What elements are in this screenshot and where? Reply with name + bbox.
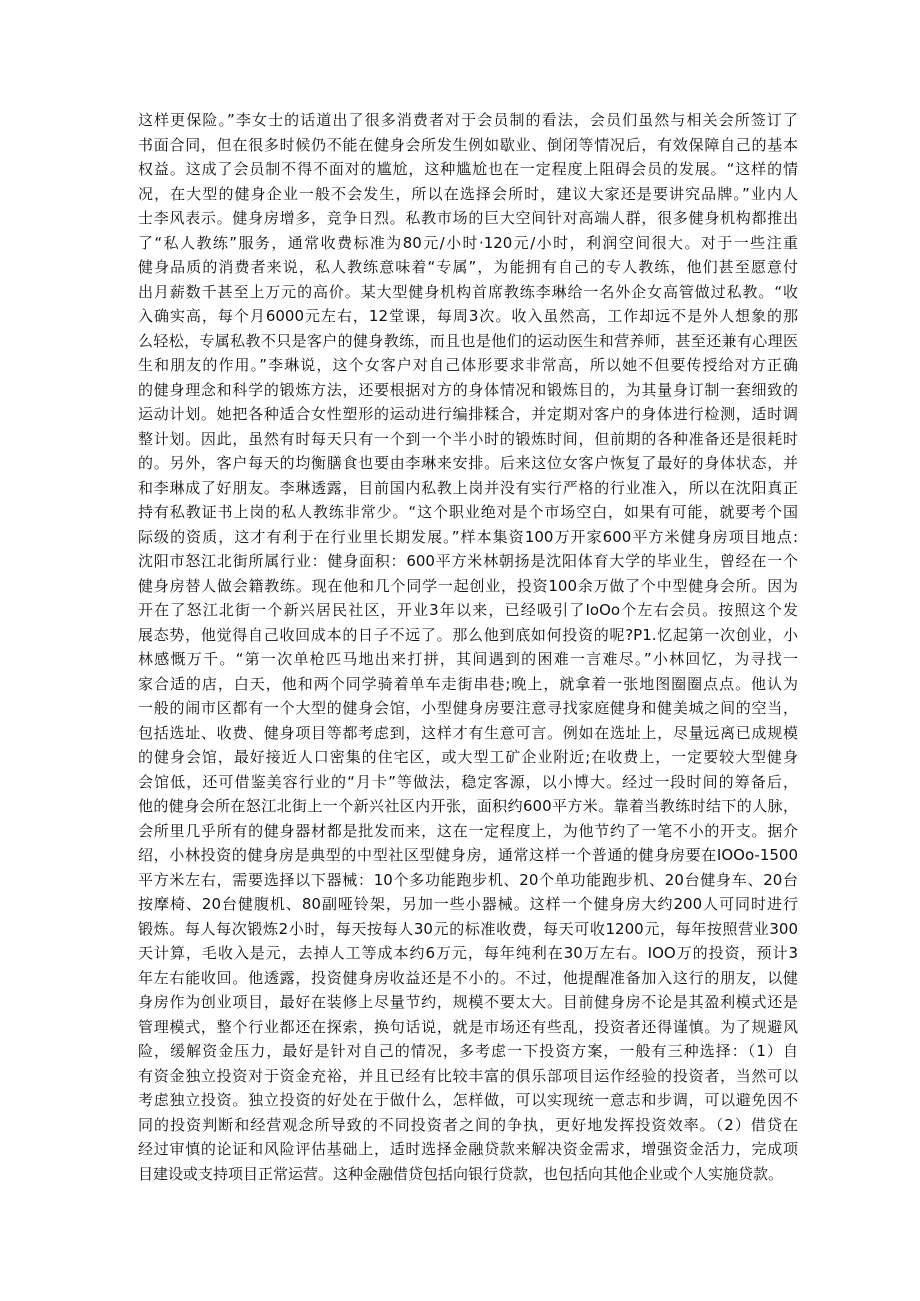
text-line: 入确实高，每个月6000元左右，12堂课，每周3次。收入虽然高，工作却远不是外人想象的那 xyxy=(138,307,798,325)
text-line: 目建设或支持项目正常运营。这种金融借贷包括向银行贷款，也包括向其他企业或个人实施贷款。 xyxy=(138,1164,784,1183)
text-line: 运动计划。她把各种适合女性塑形的运动进行编排糅合，并定期对客户的身体进行检测，适时调 xyxy=(138,405,798,423)
text-line: 开在了怒江北街一个新兴居民社区，开业3年以来，已经吸引了IoOo个左右会员。按照这个发 xyxy=(138,601,798,619)
text-line: 险，缓解资金压力，最好是针对自己的情况，多考虑一下投资方案，一般有三种选择：（1）自 xyxy=(138,1042,798,1060)
text-line: 林感慨万千。“第一次单枪匹马地出来打拼，其间遇到的困难一言难尽。”小林回忆，为寻找一 xyxy=(138,650,798,668)
text-line: 他的健身会所在怒江北街上一个新兴社区内开张，面积约600平方米。靠着当教练时结下的人脉， xyxy=(138,797,798,815)
text-line: 天计算，毛收入是元，去掉人工等成本约6万元，每年纯利在30万左右。IOO万的投资，预计3 xyxy=(138,944,798,962)
text-line: 生和朋友的作用。”李琳说，这个女客户对自己体形要求非常高，所以她不但要传授给对方正确 xyxy=(138,356,798,374)
text-line: 身房作为创业项目，最好在装修上尽量节约，规模不要太大。目前健身房不论是其盈利模式还是 xyxy=(138,993,798,1011)
text-line: 整计划。因此，虽然有时每天只有一个到一个半小时的锻炼时间，但前期的各种准备还是很耗时 xyxy=(138,429,798,448)
text-line: 有资金独立投资对于资金充裕，并且已经有比较丰富的俱乐部项目运作经验的投资者，当然可以 xyxy=(138,1066,798,1085)
text-line: 管理模式，整个行业都还在探索，换句话说，就是市场还有些乱，投资者还得谨慎。为了规避风 xyxy=(138,1017,798,1036)
text-line: 了“私人教练”服务，通常收费标准为80元/小时·120元/小时，利润空间很大。对于一些注重 xyxy=(138,233,798,252)
text-line: 士李风表示。健身房增多，竞争日烈。私教市场的巨大空间针对高端人群，很多健身机构都推出 xyxy=(138,209,798,227)
text-line: 家合适的店，白天，他和两个同学骑着单车走街串巷;晚上，就拿着一张地图圈圈点点。他认为 xyxy=(138,674,798,693)
text-line: 包括选址、收费、健身项目等都考虑到，这样才有生意可言。例如在选址上，尽量远离已成规模 xyxy=(138,723,798,742)
text-line: 的健身理念和科学的锻炼方法，还要根据对方的身体情况和锻炼目的，为其量身订制一套细致的 xyxy=(138,380,798,399)
text-line: 沈阳市怒江北街所属行业：健身面积：600平方米林朝扬是沈阳体育大学的毕业生，曾经在一个 xyxy=(138,552,798,570)
text-line: 绍，小林投资的健身房是典型的中型社区型健身房，通常这样一个普通的健身房要在IOOo-1500 xyxy=(138,846,798,864)
text-line: 健身品质的消费者来说，私人教练意味着“专属”，为能拥有自己的专人教练，他们甚至愿意付 xyxy=(138,258,798,276)
text-line: 出月薪数千甚至上万元的高价。某大型健身机构首席教练李琳给一名外企女高管做过私教。“收 xyxy=(138,282,798,301)
text-line: 持有私教证书上岗的私人教练非常少。“这个职业绝对是个市场空白，如果有可能，就要考个国 xyxy=(138,503,798,521)
text-line: 会馆低，还可借鉴美容行业的“月卡”等做法，稳定客源，以小博大。经过一段时间的筹备后， xyxy=(138,772,798,791)
text-line: 展态势，他觉得自己收回成本的日子不远了。那么他到底如何投资的呢?P1.忆起第一次创业，小 xyxy=(138,625,798,644)
text-line: 书面合同，但在很多时候仍不能在健身会所发生例如歇业、倒闭等情况后，有效保障自己的基本 xyxy=(138,135,798,154)
text-line: 考虑独立投资。独立投资的好处在于做什么，怎样做，可以实现统一意志和步调，可以避免因不 xyxy=(138,1091,798,1109)
text-line: 况，在大型的健身企业一般不会发生，所以在选择会所时，建议大家还是要讲究品牌。”业内人 xyxy=(138,184,798,203)
text-line: 这样更保险。”李女士的话道出了很多消费者对于会员制的看法，会员们虽然与相关会所签订了 xyxy=(138,111,798,129)
text-line: 经过审慎的论证和风险评估基础上，适时选择金融贷款来解决资金需求，增强资金活力，完成项 xyxy=(138,1140,798,1158)
text-line: 的。另外，客户每天的均衡膳食也要由李琳来安排。后来这位女客户恢复了最好的身体状态，并 xyxy=(138,454,798,472)
text-line: 的健身会馆，最好接近人口密集的住宅区，或大型工矿企业附近;在收费上，一定要较大型健身 xyxy=(138,748,798,766)
text-line: 么轻松，专属私教不只是客户的健身教练，而且也是他们的运动医生和营养师，甚至还兼有心理医 xyxy=(138,331,798,350)
text-line: 年左右能收回。他透露，投资健身房收益还是不小的。不过，他提醒准备加入这行的朋友，以健 xyxy=(138,968,798,987)
text-line: 同的投资判断和经营观念所导致的不同投资者之间的争执，更好地发挥投资效率。（2）借贷在 xyxy=(138,1115,798,1134)
text-line: 权益。这成了会员制不得不面对的尴尬，这种尴尬也在一定程度上阻碍会员的发展。“这样的情 xyxy=(138,160,798,178)
text-line: 会所里几乎所有的健身器材都是批发而来，这在一定程度上，为他节约了一笔不小的开支。据介 xyxy=(138,821,798,840)
body-text xyxy=(138,108,798,1186)
text-line: 按摩椅、20台健腹机、80副哑铃架，另加一些小器械。这样一个健身房大约200人可同时进行 xyxy=(138,895,798,913)
text-line: 一般的闹市区都有一个大型的健身会馆，小型健身房要注意寻找家庭健身和健美城之间的空当， xyxy=(138,699,798,717)
text-line: 平方米左右，需要选择以下器械：10个多功能跑步机、20个单功能跑步机、20台健身车、20台 xyxy=(138,870,798,889)
text-line: 健身房替人做会籍教练。现在他和几个同学一起创业，投资100余万做了个中型健身会所。因为 xyxy=(138,576,798,595)
text-line: 锻炼。每人每次锻炼2小时，每天按每人30元的标准收费，每天可收1200元，每年按照营业300 xyxy=(138,919,798,938)
text-line: 和李琳成了好朋友。李琳透露，目前国内私教上岗并没有实行严格的行业准入，所以在沈阳真正 xyxy=(138,478,798,497)
text-line: 际级的资质，这才有利于在行业里长期发展。”样本集资100万开家600平方米健身房项目地点: xyxy=(138,527,798,546)
